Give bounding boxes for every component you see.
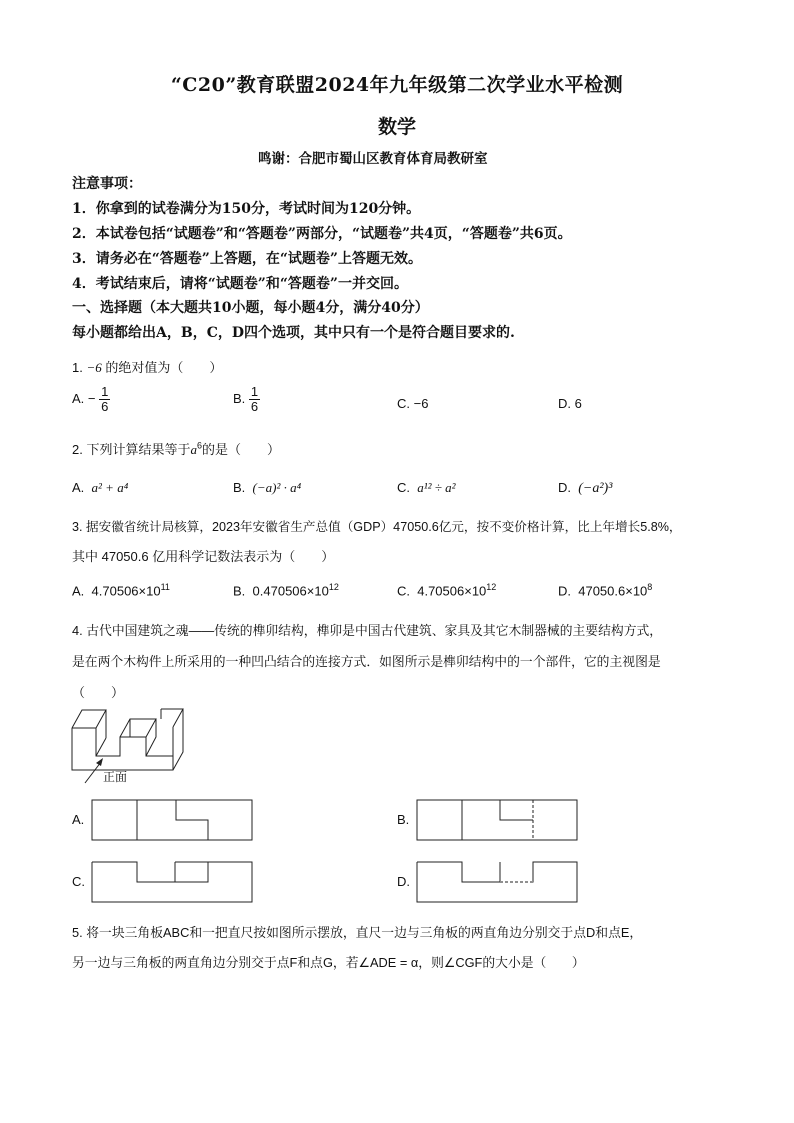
question-text: 2. 下列计算结果等于 (72, 442, 191, 457)
option-label: B. (233, 480, 246, 495)
question-text: 的绝对值为（ ） (105, 360, 223, 375)
math-exponent: 11 (160, 582, 170, 592)
option-a: A. (72, 812, 85, 827)
note-item: 4．考试结束后，请将“试题卷”和“答题卷”一并交回。 (72, 276, 408, 292)
option-d: D. (397, 874, 410, 889)
question-text: 的是（ ） (201, 442, 280, 457)
question-3-line-1: 3. 据安徽省统计局核算，2023年安徽省生产总值（GDP）47050.6亿元，按不变价格计算，比上年增长5.8%， (72, 520, 682, 534)
note-item: 1．你拿到的试卷满分为150分，考试时间为120分钟。 (72, 201, 421, 217)
option-label: A. (72, 480, 85, 495)
option-c: C. −6 (397, 396, 429, 411)
option-label: D. (558, 480, 571, 495)
option-label: D. (558, 583, 571, 599)
subject-title: 数学 (377, 116, 416, 138)
page-title: “C20”教育联盟2024年九年级第二次学业水平检测 (170, 74, 624, 96)
denominator: 6 (101, 399, 109, 415)
option-label: B. (233, 583, 246, 599)
notes-heading: 注意事项： (72, 176, 142, 192)
math-expression: 0.470506×10 (252, 583, 329, 599)
math-expression: 4.70506×10 (417, 583, 487, 599)
math-expression: 47050.6×10 (578, 583, 648, 599)
numerator: 1 (101, 384, 109, 399)
math-expression: −6 (86, 360, 102, 375)
option-label: C. (397, 583, 410, 599)
question-3-line-2: 其中 47050.6 亿用科学记数法表示为（ ） (72, 549, 335, 564)
denominator: 6 (250, 399, 259, 415)
math-exponent: 12 (486, 582, 497, 592)
front-label: 正面 (103, 770, 128, 784)
math-base: a (190, 442, 197, 457)
option-b: B. (397, 812, 410, 827)
option-d: D. 6 (558, 396, 582, 411)
section-heading: 一、选择题（本大题共10小题，每小题4分，满分40分） (72, 300, 429, 316)
math-expression: (−a)² · a⁴ (252, 480, 302, 495)
question-5-line-1: 5. 将一块三角板ABC和一把直尺按如图所示摆放，直尺一边与三角板的两直角边分别交于点D和点E， (72, 925, 643, 940)
math-expression: 4.70506×10 (91, 583, 161, 599)
math-expression: a¹² ÷ a² (417, 480, 456, 495)
numerator: 1 (250, 384, 259, 399)
math-exponent: 8 (647, 582, 653, 592)
minus-sign: − (87, 391, 96, 407)
note-item: 3．请务必在“答题卷”上答题，在“试题卷”上答题无效。 (72, 251, 422, 267)
question-4-line-2: 是在两个木构件上所采用的一种凹凸结合的连接方式．如图所示是榫卯结构中的一个部件，它的主视图是 (72, 654, 661, 669)
acknowledgement: 鸣谢：合肥市蜀山区教育体育局教研室 (258, 151, 488, 167)
section-instruction: 每小题都给出A，B，C，D四个选项，其中只有一个是符合题目要求的. (72, 325, 515, 341)
note-item: 2．本试卷包括“试题卷”和“答题卷”两部分，“试题卷”共4页，“答题卷”共6页。 (72, 226, 572, 242)
option-label: B. (233, 391, 246, 407)
question-4-line-3: （ ） (72, 685, 125, 700)
math-expression: a² + a⁴ (91, 480, 129, 495)
math-expression: (−a²)³ (578, 481, 613, 496)
question-5-line-2: 另一边与三角板的两直角边分别交于点F和点G，若∠ADE = α，则∠CGF的大小是（ ） (72, 955, 585, 970)
option-label: A. (72, 583, 85, 599)
math-exponent: 12 (328, 582, 339, 592)
question-4-line-1: 4. 古代中国建筑之魂——传统的榫卯结构，榫卯是中国古代建筑、家具及其它木制器械的主要结构方式， (72, 623, 663, 638)
option-label: C. (397, 480, 410, 495)
option-label: A. (72, 391, 85, 407)
option-c: C. (72, 874, 85, 889)
math-exponent: 6 (196, 440, 202, 451)
question-number: 1. (72, 360, 83, 375)
